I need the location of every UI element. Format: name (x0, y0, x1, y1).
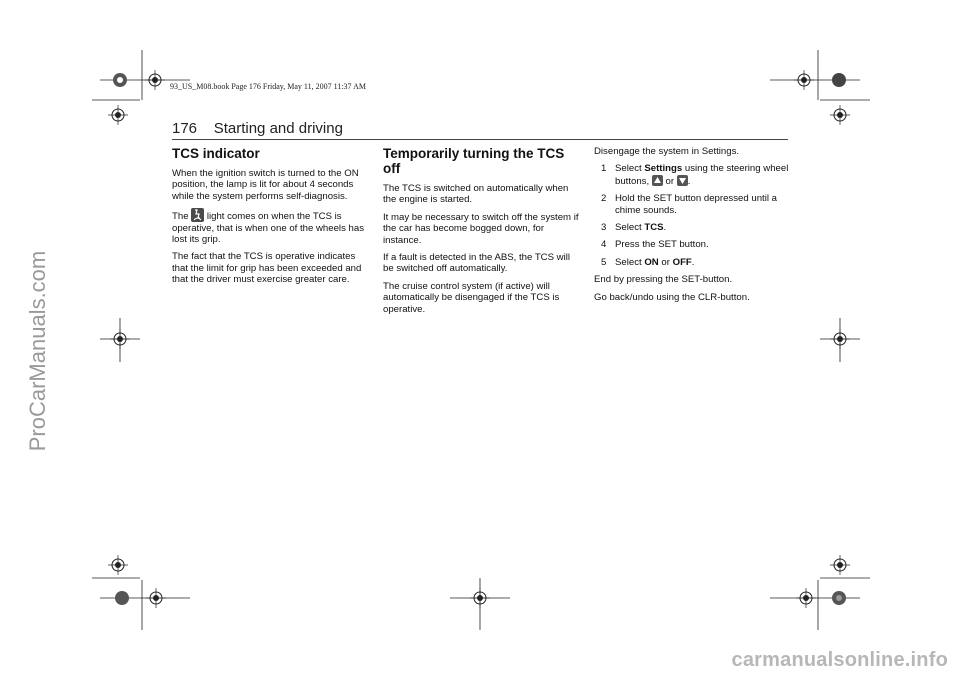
registration-crosshair-icon (110, 329, 130, 349)
column-tcs-indicator (172, 146, 368, 292)
registration-crosshair-icon (108, 105, 128, 125)
heading-tcs-off: Temporarily turning the TCS off (383, 146, 565, 176)
registration-crosshair-icon (146, 588, 166, 608)
step-2: 2 Hold the SET button depressed until a chime sounds. (601, 193, 777, 216)
registration-crosshair-icon (829, 70, 849, 90)
paragraph: The TCS is switched on automatically when the engine is started. (383, 183, 569, 206)
registration-crosshair-icon (794, 70, 814, 90)
paragraph: It may be necessary to switch off the system if the car has become bogged down, for instance. (383, 211, 579, 246)
registration-crosshair-icon (112, 588, 132, 608)
paragraph: The cruise control system (if active) will automatically be disengaged if the TCS is operative. (383, 280, 560, 315)
print-header: 93_US_M08.book Page 176 Friday, May 11, 2007 11:37 AM (170, 82, 366, 91)
registration-crosshair-icon (145, 70, 165, 90)
step-3: 3 Select TCS. (601, 222, 667, 234)
tcs-warning-light-icon (191, 208, 204, 222)
registration-crosshair-icon (796, 588, 816, 608)
arrow-down-button-icon (677, 175, 688, 186)
registration-crosshair-icon (830, 555, 850, 575)
step-4: 4 Press the SET button. (601, 239, 709, 251)
column-settings-steps (594, 146, 790, 309)
registration-crosshair-icon (470, 588, 490, 608)
page-heading (172, 120, 343, 137)
step-1: 1 Select Settings using the steering wheel buttons, or . (601, 163, 789, 187)
registration-crosshair-icon (830, 329, 850, 349)
column-tcs-off (383, 146, 579, 321)
section-title: Starting and driving (213, 120, 343, 137)
bottom-watermark: carmanualsonline.info (731, 649, 948, 671)
side-watermark: ProCarManuals.com (25, 250, 50, 452)
paragraph: When the ignition switch is turned to the ON position, the lamp is lit for about 4 seconds while the system performs self-diagnosis. (172, 168, 359, 202)
paragraph: End by pressing the SET-button. (594, 274, 733, 286)
registration-crosshair-icon (829, 588, 849, 608)
paragraph: If a fault is detected in the ABS, the TCS will be switched off automatically. (383, 252, 570, 275)
registration-crosshair-icon (110, 70, 130, 90)
registration-crosshair-icon (108, 555, 128, 575)
page-number: 176 (172, 120, 198, 137)
paragraph: The light comes on when the TCS is operative, that is when one of the wheels has lost its grip. (172, 208, 368, 245)
paragraph: Disengage the system in Settings. (594, 146, 740, 157)
paragraph: The fact that the TCS is operative indicates that the limit for grip has been exceeded and that the driver must exercise greater care. (172, 251, 362, 286)
heading-tcs-indicator: TCS indicator (172, 146, 260, 161)
header-rule (172, 139, 788, 140)
arrow-up-button-icon (652, 175, 663, 186)
step-5: 5 Select ON or OFF. (601, 256, 695, 268)
paragraph: Go back/undo using the CLR-button. (594, 291, 750, 303)
registration-crosshair-icon (830, 105, 850, 125)
